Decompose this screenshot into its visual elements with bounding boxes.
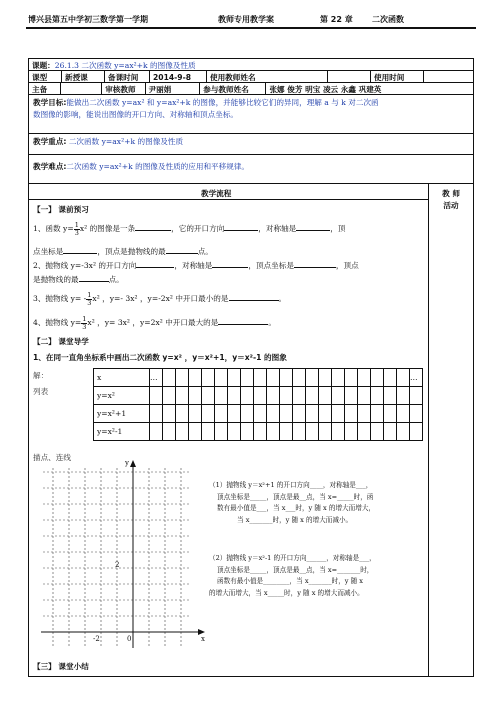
main-label: 主备 [29,83,61,94]
row-y3-label: y=x²-1 [94,423,150,441]
difficulty-text: 二次函数 y=ax²+k 的图像及性质的应用和平移规律。 [66,162,249,171]
coordinate-grid [39,458,209,658]
unit-label: 二次函数 [372,15,404,24]
main-row [29,83,473,95]
goal-line1: 能做出二次函数 y=ax² 和 y=ax²+k 的图像，并能够比较它们的异同，理解 a 与 k 对二次函 [66,98,379,107]
problem-1: （1）抛物线 y＝x²+1 的开口方向____，对称轴是___， 顶点坐标是_____，顶点是最__点，当 x=_____时，函 数有最小值是___，当 x___时，y 随 x 的增大而增大， 当 x_______时，y 随 x 的增大而减小。 [209,481,376,524]
book-title: 教师专用教学案 [218,15,274,24]
value-table [93,368,423,441]
type-row [29,71,473,83]
lesson-plan-table [28,58,474,677]
chapter-label: 第 22 章 [320,15,353,24]
plot-label: 描点、连线 [33,453,71,462]
table-label: 列表 [33,387,49,396]
flow-title: 教学流程 [201,189,232,198]
review-value: 尹丽娟 [146,83,201,94]
table-row [94,423,423,441]
section-guide: 【二】 课堂导学 [33,337,89,346]
type-value: 新授课 [62,71,105,82]
row-y2-label: y=x²+1 [94,405,150,423]
flow-title-rule [29,199,428,200]
task-1: 1、在同一直角坐标系中画出二次函数 y=x² ，y＝x²+1，y＝x²-1 的图象 [33,353,287,362]
goal-row [29,95,473,134]
question-2-line2: 是抛物线的最 点。 [33,275,124,284]
topic-row [29,59,473,71]
axis-x-label: x [201,635,205,643]
solve-label: 解： [33,371,49,380]
topic-text: 26.1.3 二次函数 y=ax²+k 的图像及性质 [54,61,196,70]
user-label: 使用教师姓名 [207,71,328,82]
question-2-line1: 2、抛物线 y=-3x² 的开口方向 ，对称轴是 ，顶点坐标是 ，顶点 [33,261,359,270]
usetime-label: 使用时间 [371,71,424,82]
difficulty-label: 教学难点: [33,162,67,171]
participants-value: 张娜 俊芳 明宝 凌云 永鑫 巩建英 [269,85,382,94]
question-4: 4、抛物线 y= $\frac{1}{3}$ x² ，y= 3x² ，y=2x² 中开口最大的是 。 [33,315,276,331]
key-label: 教学重点: [33,137,67,146]
goal-label: 教学目标: [33,98,67,107]
tick-2: 2 [115,561,120,569]
date-value: 2014-9-8 [150,71,207,82]
row-x-label: x [94,369,150,387]
side-label-2: 活动 [443,201,459,211]
table-row [94,405,423,423]
participants-label: 参与教师姓名 [200,83,266,94]
key-row [29,134,473,155]
school-title: 博兴县第五中学初三数学第一学期 [28,15,148,24]
teaching-flow [29,184,473,676]
header-rule [26,27,476,29]
question-1-line2: 点坐标是 ，顶点是抛物线的最 点。 [33,247,213,256]
section-preview: 【一】 课前预习 [33,205,89,214]
main-value [61,83,102,94]
axis-y-label: y [125,459,129,467]
section-summary: 【三】 课堂小结 [33,662,89,671]
type-label: 课型 [29,71,62,82]
user-value [328,71,371,82]
date-label: 备课时间 [105,71,150,82]
side-label-1: 教 师 [442,189,460,198]
problem-2: （2）抛物线 y＝x²-1 的开口方向______，对称轴是___， 顶点坐标是_____，顶点是最__点，当 x=_______时， 函数有最小值是________，当 x_______时，y 随 x 的增大而增大，当 x_____时，y 随 x 的增大而减小。 [209,554,376,597]
question-3: 3、抛物线 y= - $\frac{1}{3}$ x² ，y=- 3x² ，y=-2x² 中开口最小的是 。 [33,291,287,307]
teacher-activity-column [429,184,473,676]
usetime-value [424,71,458,82]
table-row: x … … [94,369,423,387]
difficulty-row [29,155,473,184]
tick-neg2: -2 [93,635,100,643]
fraction-one-third: $\frac{1}{3}$ [74,221,79,237]
key-text: 二次函数 y=ax²+k 的图像及性质 [66,137,184,146]
goal-line2: 数图像的影响，能说出图像的开口方向、对称轴和顶点坐标。 [33,110,239,120]
question-1-line1: 1、函数 y= $\frac{1}{3}$ x² 的图像是一条 ，它的开口方向 ，对称轴是 ，顶 [33,221,346,237]
review-label: 审核教师 [102,83,145,94]
row-y1-label: y=x² [94,387,150,405]
topic-label: 课题： [32,61,55,70]
table-row [94,387,423,405]
flow-content [29,184,429,676]
tick-0: 0 [127,635,132,643]
